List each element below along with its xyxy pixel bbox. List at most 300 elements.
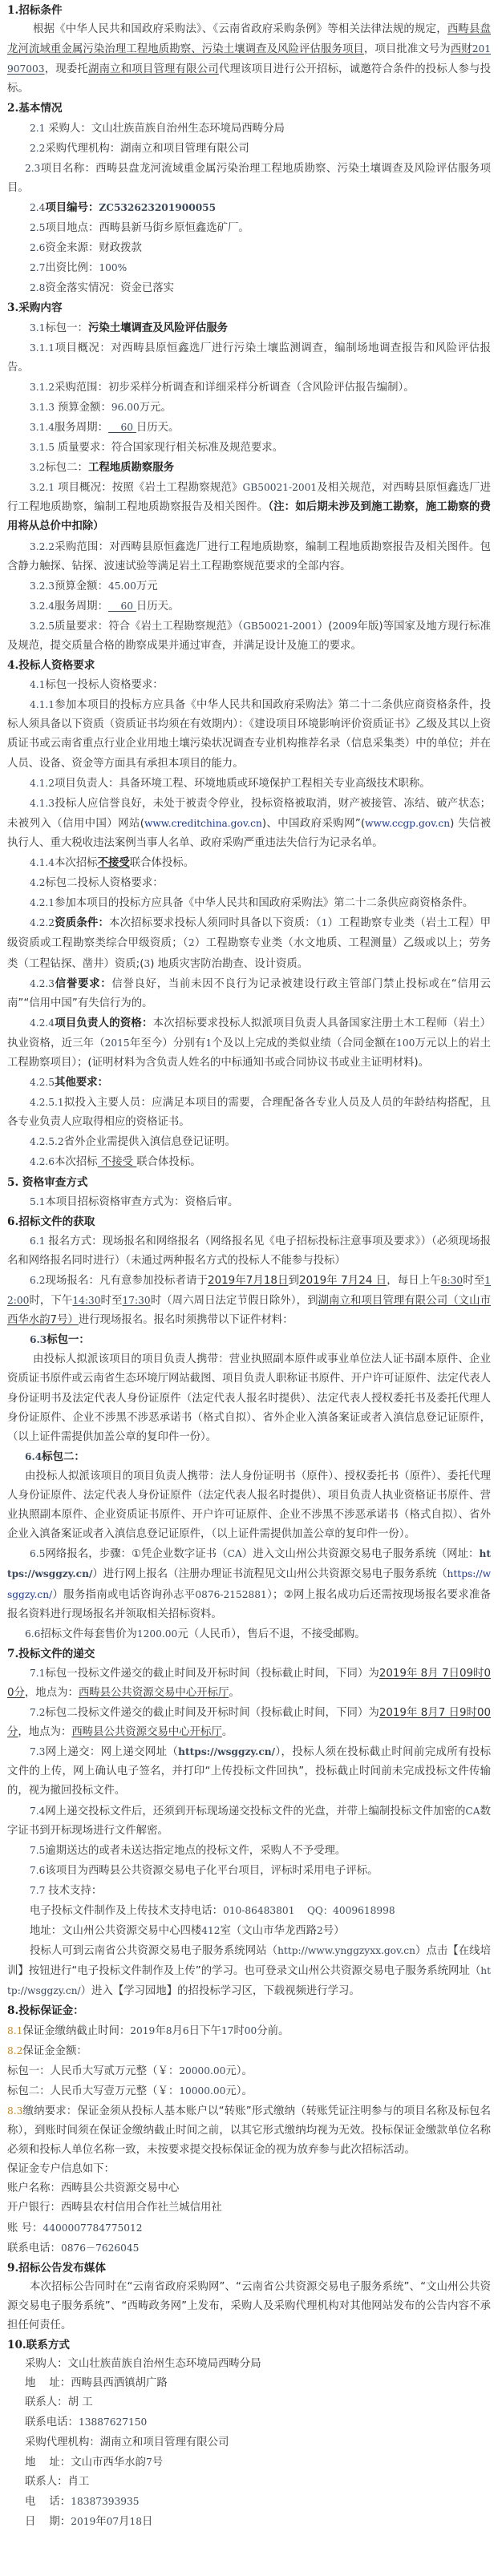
text-segment: ，地点为： — [18, 1726, 72, 1739]
text-segment: 6.3 — [30, 1334, 47, 1346]
text-segment: 项目编号： — [45, 201, 99, 214]
text-segment: ，项目批准文号为 — [363, 43, 451, 56]
text-segment: 3.1.1 — [30, 342, 55, 354]
text-segment: 参加本项目的投标方应具备《中华人民共和国政府采购法》第二十二条供应商资格条件，投标人须具备以下资质（资质证书均须在有效期内）：《建设项目环境影响评价资质证书》乙级及其以上资质证书或云南省重点行业企业用地土壤污染状况调查专业机构推荐名录（信息采集类）中的单位；并在人员、设备、资金等方面具有承担本项目的能力。 — [7, 699, 491, 770]
underlined-text: 14:30 — [72, 1295, 101, 1307]
text-segment: 号 — [152, 2456, 164, 2469]
text-segment: 地址：文山州公共资源交易中心四楼 — [30, 1925, 202, 1938]
paragraph — [7, 2492, 491, 2512]
text-segment: 4.1.1 — [30, 699, 55, 711]
text-segment: 3.2.2 — [30, 540, 55, 552]
text-segment: 联系电话： — [25, 2416, 79, 2429]
text-segment: 2019 — [130, 2024, 156, 2036]
text-segment: 18 — [129, 2515, 143, 2527]
text-segment: 年 — [95, 2515, 107, 2528]
paragraph — [7, 2021, 491, 2041]
text-segment: 本次招标要求投标人拟派项目负责人具备国家注册土木工程师（岩土）执业资格，近三年（ — [7, 1017, 492, 1049]
text-segment: 4.2.5.1 — [30, 1097, 64, 1109]
paragraph — [7, 2061, 491, 2081]
text-segment: 电 话： — [25, 2495, 71, 2508]
underlined-text: 2019年 8月7 日9时00分 — [7, 1707, 491, 1739]
section-heading: 3.采购内容 — [7, 301, 63, 315]
section-heading: 5. 资格审查方式 — [7, 1175, 88, 1189]
text-segment: 账 号： — [7, 2222, 43, 2234]
text-segment: 保证金专户信息如下： — [7, 2163, 115, 2176]
text-segment: 省外企业需提供入滇信息登记证明。 — [63, 1136, 236, 1149]
paragraph — [7, 1152, 491, 1172]
text-segment: 号） — [322, 1925, 345, 1938]
paragraph — [7, 2393, 491, 2412]
text-segment: 8.2 — [7, 2044, 23, 2056]
paragraph — [7, 2081, 491, 2101]
text-segment: ）进入【学习园地】的招投标学习区，下载视频进行学习。 — [80, 1985, 360, 1998]
text-segment: 2.7 — [30, 262, 46, 274]
text-segment: 根据《中华人民共和国政府采购法》、《云南省政府采购条例》等相关法律法规的规定， — [33, 23, 447, 36]
text-segment: 5.1 — [30, 1195, 46, 1207]
paragraph — [7, 2374, 491, 2393]
text-segment: 电子投标文件制作及上传技术支持电话： — [30, 1905, 224, 1917]
text-segment: 出资比例： — [45, 262, 99, 275]
text-segment: 其他要求： — [55, 1077, 108, 1090]
text-segment: 联系人：胡 工 — [25, 2396, 93, 2409]
text-segment: 项目名称：西畴县盘龙河流域重金属污染治理工程地质勘察、污染土壤调查及风险评估服务项目。 — [7, 162, 491, 194]
text-segment: ，现委托 — [44, 63, 89, 76]
text-segment: （注：如后期未涉及到施工勘察，施工勘察的费用将从总价中扣除） — [7, 501, 491, 533]
text-segment: 4.2.3 — [30, 977, 55, 989]
paragraph — [7, 893, 491, 913]
text-segment: 4.2.6 — [30, 1156, 55, 1168]
paragraph — [7, 2278, 491, 2335]
underlined-text: 不接受 — [97, 1156, 137, 1169]
paragraph — [7, 913, 491, 973]
underlined-text: 60 — [107, 421, 136, 433]
text-segment: 参加本项目的投标方应具备《中华人民共和国政府采购法》第二十二条供应商资格条件。 — [55, 897, 474, 910]
paragraph — [7, 159, 491, 198]
text-segment: 10000.00 — [179, 2085, 226, 2097]
text-segment: 96.00 — [111, 401, 140, 413]
text-segment: 3.1.5 — [30, 442, 58, 454]
text-segment: 月 — [172, 2024, 183, 2037]
text-segment: 保证金金额： — [22, 2044, 87, 2057]
text-segment: 4.2.5.2 — [30, 1136, 64, 1148]
text-segment: 项目负责人：具备环境工程、环境地质或环境保护工程相关专业高级技术职称。 — [55, 777, 431, 790]
text-segment: 4.1.4 — [30, 857, 55, 869]
underlined-text: 201907003 — [7, 43, 492, 75]
paragraph — [7, 774, 491, 794]
text-segment: 4.2.1 — [30, 897, 55, 909]
paragraph — [7, 119, 491, 139]
text-segment: 6 — [182, 2024, 189, 2036]
text-segment: ，每日上午 — [387, 1275, 441, 1287]
paragraph — [7, 1093, 491, 1132]
text-segment: 3.1.4 — [30, 421, 55, 433]
paragraph — [7, 675, 491, 695]
text-segment: 项目概况：对西畴县原恒鑫选厂进行污染土壤监测调查，编制场地调查报告和风险评估报告。 — [7, 342, 491, 374]
underlined-text: 西畴县盘龙河流域重金属污染治理工程地质勘察、污染土壤调查及风险评估服务项目 — [7, 23, 491, 56]
text-segment: 6.5 — [30, 1548, 46, 1560]
text-segment: 8.1 — [7, 2024, 23, 2036]
text-segment: 日 — [142, 2515, 153, 2528]
text-segment: 4.2.2 — [30, 917, 55, 929]
paragraph — [7, 853, 491, 873]
paragraph — [7, 2512, 491, 2532]
text-segment: )、中国政府采购网”( — [261, 817, 366, 830]
text-segment: 4.2.4 — [30, 1017, 55, 1029]
text-segment: 2009 — [332, 620, 358, 632]
paragraph — [7, 338, 491, 378]
text-segment: 00 — [244, 2024, 257, 2036]
text-segment: 时 — [233, 2024, 245, 2037]
paragraph — [7, 378, 491, 398]
text-segment: 报名方式：现场报名和网络报名（网络报名见《电子招标投标注意事项及要求》）（必须现场报名和网络报名同时进行）（未通过两种报名方式的投标人不能参与投标） — [7, 1235, 491, 1267]
section-1 — [7, 1, 491, 99]
text-segment: 万元。 — [139, 401, 172, 414]
text-segment: 标包一： — [45, 321, 88, 334]
paragraph — [7, 2179, 491, 2198]
text-segment: 进行现场报名。报名时须携带以下证件材料： — [78, 1314, 294, 1327]
text-segment: 日历天。 — [136, 600, 180, 613]
text-segment: 0876－7626045 — [60, 2242, 140, 2254]
paragraph — [7, 2160, 491, 2179]
text-segment: 。 — [221, 1726, 233, 1739]
text-segment: 预算金额： — [55, 580, 108, 592]
text-segment: 万元以上的岩土工程勘察项目）；(证明材料为含负责人姓名的中标通知书或合同协议书或业主证明材料)。 — [7, 1037, 492, 1069]
section-heading: 7.投标文件的递交 — [7, 1647, 95, 1660]
text-segment: 污染土壤调查及风险评估服务 — [87, 321, 229, 334]
text-segment: 信誉良好，当前未因不良行为记录被建设行政主管部门禁止投标或在“信用云南”“信用中国”有失信行为的。 — [7, 977, 492, 1009]
text-segment: 45.00 — [107, 580, 136, 592]
text-segment: 项目概况：按照《岩土工程勘察规范》 — [58, 482, 243, 495]
paragraph — [7, 2453, 491, 2473]
text-segment: 本次招标 — [55, 857, 98, 870]
url-link[interactable]: www.ccgp.gov.cn — [365, 817, 451, 829]
text-segment: 100% — [99, 262, 128, 274]
section-4 — [7, 656, 491, 1172]
text-segment: 标包二投标人资格要求： — [45, 877, 164, 890]
paragraph — [7, 139, 491, 159]
text-segment: 7.3 — [30, 1746, 46, 1758]
text-segment: 个及以上完成的类似业绩（合同金额在 — [212, 1037, 397, 1049]
underlined-text: 西畴县公共资源交易中心开标厅 — [78, 1686, 229, 1699]
text-segment: 4.1.2 — [30, 777, 55, 789]
text-segment: 标包二投标文件递交的截止时间及开标时间（投标截止时间，下同）为 — [45, 1707, 379, 1720]
text-segment: ) 地质灾害防治勘查、设计资质。 — [150, 957, 309, 970]
paragraph — [7, 398, 491, 418]
paragraph — [7, 1802, 491, 1841]
text-segment: ，地点为： — [24, 1686, 79, 1699]
text-segment: 标包一： — [47, 1334, 90, 1347]
paragraph — [7, 695, 491, 773]
text-segment: 年 — [155, 2024, 166, 2037]
underlined-text: 不接受 — [97, 857, 130, 870]
paragraph — [7, 537, 491, 576]
text-segment: 代理该项目进行公开招标，诚邀符合条件的投标人参与投标。 — [7, 63, 492, 95]
text-segment: 技术支持： — [48, 1884, 103, 1897]
text-segment: CA — [465, 1805, 480, 1817]
text-segment: 联系人：肖工 — [25, 2475, 90, 2488]
underlined-text: 17:30 — [122, 1295, 151, 1307]
url-link[interactable]: https://wsggzy.cn/ — [178, 1746, 276, 1758]
text-segment: 7.4 — [30, 1805, 46, 1817]
paragraph — [7, 1742, 491, 1801]
text-segment: 7.7 — [30, 1884, 49, 1896]
paragraph — [7, 1231, 491, 1271]
underlined-text: 湖南立和项目管理有限公司 — [88, 63, 219, 76]
paragraph — [7, 258, 491, 278]
paragraph — [7, 2218, 491, 2238]
text-segment: 由投标人拟派该项目的项目负责人携带：营业执照副本原件或事业单位法人证书副本原件、企业资质证书原件或云南省生态环境厅网站截图、项目负责人职称证书原件、开户许可证原件、法定代表人身份证明书及法定代表人身份证原件（法定代表人报名时提供）、法定代表人授权委托书及委托代理人身份证原件、企业不涉黑不涉恶承诺书（格式自拟）、省外企业入滇备案证或者入滇信息登记证原件，（以上证件需提供加盖公章的复印件一份）。 — [7, 1353, 491, 1443]
text-segment: 采购人：文山壮族苗族自治州生态环境局西畴分局 — [48, 122, 285, 135]
text-segment: 年至今）分别有 — [129, 1037, 206, 1049]
section-heading: 6.招标文件的获取 — [7, 1215, 95, 1228]
text-segment: 元）。 — [225, 2085, 253, 2097]
text-segment: 2.6 — [30, 242, 46, 254]
underlined-text: 60 — [107, 600, 136, 612]
text-segment: 20000.00 — [179, 2064, 226, 2077]
text-segment: ）( — [317, 620, 333, 633]
text-segment: 开户银行：西畴县农村信用合作社兰城信用社 — [7, 2202, 222, 2214]
paragraph — [7, 2433, 491, 2453]
text-segment: 100 — [396, 1037, 415, 1049]
text-segment: ），投标人须在投标截止时间前完成所有投标文件的上传，网上确认电子签名，并打印“上传投标文件回执”，投标截止时间前未完成投标文件传输的，视为撤回投标文件。 — [7, 1746, 491, 1798]
text-segment: 7 — [145, 2456, 152, 2468]
text-segment: 采购代理机构：湖南立和项目管理有限公司 — [25, 2436, 229, 2449]
text-segment: 地 址：西畴县西洒镇胡广路 — [25, 2377, 168, 2390]
section-2 — [7, 99, 491, 298]
paragraph — [7, 478, 491, 536]
text-segment: 3.1.2 — [30, 381, 55, 393]
text-segment: 2.2 — [30, 142, 46, 154]
text-segment: 地 址：文山市西华水韵 — [25, 2456, 146, 2469]
text-segment: 3.1.3 — [30, 401, 58, 413]
paragraph — [7, 1271, 491, 1330]
text-segment: ）；②网上报名成功后还需按现场报名要求准备报名资料进行现场报名并领取相关招标资料。 — [7, 1588, 491, 1620]
text-segment: 服务周期： — [55, 421, 108, 434]
text-segment: 采购人：文山壮族苗族自治州生态环境局西畴分局 — [25, 2358, 261, 2371]
text-segment: 工程地质勘察服务 — [87, 462, 175, 475]
text-segment: GB50021-2001 — [242, 482, 318, 494]
paragraph — [7, 1330, 491, 1350]
text-segment: 2.1 — [30, 122, 49, 134]
text-segment: ）服务指南或电话咨询孙志平 — [52, 1588, 196, 1601]
text-segment: 6.6 — [25, 1628, 41, 1640]
text-segment: 3.2 — [30, 462, 46, 474]
paragraph — [7, 438, 491, 458]
paragraph — [7, 1941, 491, 2001]
paragraph — [7, 617, 491, 656]
text-segment: 项目地点：西畴县新马街乡原恒鑫选矿厂。 — [45, 222, 249, 235]
text-segment: 该项目为西畴县公共资源交易电子化平台项目，评标时采用电子评标。 — [45, 1864, 379, 1877]
paragraph — [7, 1350, 491, 1446]
text-segment: 资质条件： — [55, 917, 110, 930]
text-segment: 6.4 — [25, 1450, 43, 1462]
text-segment: 时（周六周日法定节假日除外），到 — [150, 1295, 318, 1308]
text-segment: 网络报名，步骤：①凭企业数字证书（ — [45, 1548, 228, 1561]
text-segment: 本次招标 — [55, 1156, 98, 1169]
text-segment: 本项目招标资格审查方式为：资格后审。 — [45, 1195, 239, 1208]
paragraph — [7, 1841, 491, 1861]
text-segment: 分前。 — [257, 2024, 289, 2037]
paragraph — [7, 1073, 491, 1093]
text-segment: 资金落实情况：资金已落实 — [45, 282, 175, 295]
paragraph — [7, 218, 491, 238]
text-segment: 由投标人拟派该项目的项目负责人携带：法人身份证明书（原件）、授权委托书（原件）、委托代理人身份证原件、法定代表人身份证原件（法定代表人报名时提供）、项目负责人执业资格证书原件、营业执照副本原件、企业资质证书原件、开户许可证原件、企业不涉黑不涉恶承诺书（格式自拟）、省外企业入滇备案证或者入滇信息登记证原件，（以上证件需提供加盖公章的复印件一份）。 — [7, 1470, 491, 1541]
paragraph — [7, 2198, 491, 2218]
paragraph — [7, 318, 491, 338]
url-link[interactable]: www.creditchina.gov.cn — [144, 817, 262, 829]
text-segment: 4400007784775012 — [43, 2222, 143, 2234]
paragraph — [7, 1664, 491, 1703]
text-segment: 投标人应信誉良好，未处于被责令停业，投标资格被取消，财产被接管、冻结、破产状态；未被列入（信用中国）网站( — [7, 797, 491, 830]
paragraph — [7, 1447, 491, 1467]
text-segment: 17 — [221, 2024, 234, 2036]
text-segment: 标包一投标文件递交的截止时间及开标时间（投标截止时间，下同）为 — [45, 1667, 379, 1680]
text-segment: ）进入文山州公共资源交易电子服务系统（网址： — [241, 1548, 480, 1561]
paragraph — [7, 1881, 491, 1901]
paragraph — [7, 20, 491, 99]
text-segment: 时至 — [100, 1295, 123, 1308]
underlined-text: 湖南立和项目管理有限公司（文山市西华水韵7号） — [7, 1295, 492, 1327]
text-segment: ) 失信被执行人、重大税收违法案例当事人名单、政府采购严重违法失信行为记录名单。 — [7, 817, 491, 849]
text-segment: 拟投入主要人员：应满足本项目的需要，合理配备各专业人员及人员的年龄结构搭配，且各专业负责人应取得相应的资格证书。 — [7, 1097, 491, 1129]
underlined-text: 2019年7月18日 — [208, 1275, 289, 1287]
text-segment: 日 期： — [25, 2515, 71, 2528]
section-6 — [7, 1212, 491, 1644]
text-segment: 招标文件每套售价为 — [40, 1628, 137, 1640]
text-segment: 元）。 — [225, 2064, 253, 2077]
text-segment: 及相关规范，对西畴县原恒鑫选厂进行工程地质勘察，编制工程地质勘察报告及相关图件。 — [7, 482, 492, 514]
paragraph — [7, 1624, 491, 1644]
url-link[interactable]: https://wsggzy.cn/ — [7, 1568, 491, 1600]
text-segment: 标包二： — [45, 462, 88, 475]
paragraph — [7, 576, 491, 596]
paragraph — [7, 2412, 491, 2432]
text-segment: 现场报名：凡有意参加投标者请于 — [45, 1275, 209, 1287]
section-9 — [7, 2259, 491, 2335]
text-segment: 本次招标公告同时在“云南省政府采购网”、“云南省公共资源交易电子服务系统”、“文山州公共资源交易电子服务系统”、“西畴政务网”上发布，采购人及采购代理机构对其他网站发布的公告内容不承担任何责任。 — [7, 2280, 491, 2331]
text-segment: 年版)等国家及地方现行标准及规范，提交质量合格的勘察成果并通过审查，并满足设计及施工的要求。 — [7, 620, 491, 652]
text-segment: 18387393935 — [71, 2495, 140, 2507]
paragraph — [7, 1132, 491, 1152]
text-segment: 网上递交投标文件后，还须到开标现场递交投标文件的光盘，并带上编制投标文件加密的 — [45, 1805, 466, 1818]
paragraph — [7, 794, 491, 853]
paragraph — [7, 1544, 491, 1624]
section-7 — [7, 1644, 491, 2002]
underlined-text: 8:30 — [440, 1275, 464, 1286]
section-heading: 2.基本情况 — [7, 102, 63, 115]
text-segment: 月 — [119, 2515, 130, 2528]
section-3 — [7, 298, 491, 656]
text-segment: 6.1 — [30, 1235, 49, 1247]
text-segment: 联合体投标。 — [136, 1156, 201, 1169]
url-link[interactable]: http://wsggzy.cn/ — [7, 1965, 491, 1997]
text-segment: 4.1 — [30, 679, 46, 691]
text-segment: 保证金缴纳截止时间： — [22, 2024, 131, 2037]
text-segment: 信誉要求： — [55, 977, 112, 990]
section-heading: 8.投标保证金： — [7, 2004, 84, 2018]
text-segment: 服务周期： — [55, 600, 108, 613]
text-segment: 6.2 — [30, 1275, 46, 1286]
text-segment: 标包二： — [42, 1450, 85, 1463]
text-segment: 时，下午 — [29, 1295, 73, 1308]
text-segment: 质量要求：符合《岩土工程勘察规范》（ — [55, 620, 244, 633]
text-segment: 2 — [317, 1925, 323, 1937]
url-link[interactable]: https://wsggzy.cn/ — [7, 1548, 491, 1580]
paragraph — [7, 198, 491, 218]
text-segment: 采购代理机构：湖南立和项目管理有限公司 — [45, 142, 249, 155]
paragraph — [7, 2355, 491, 2374]
text-segment: ）进行网上报名（注册办理证书流程见文山州公共资源交易电子服务系统（ — [92, 1568, 447, 1581]
text-segment: 7.2 — [30, 1707, 46, 1719]
text-segment: 2.5 — [30, 222, 46, 234]
paragraph — [7, 1901, 491, 1921]
text-segment: 4.2.5 — [30, 1077, 55, 1089]
paragraph — [7, 2101, 491, 2160]
text-segment: 标包一：人民币大写贰万元整（￥： — [7, 2064, 180, 2077]
text-segment: 3.2.5 — [30, 620, 55, 632]
paragraph — [7, 2473, 491, 2492]
paragraph — [7, 2238, 491, 2259]
text-segment: 412 — [201, 1925, 221, 1937]
text-segment: ）工程勘察专业类（水文地质、工程测量）乙级或以上；劳务类（工程钻探、凿井）资质;( — [7, 937, 491, 970]
section-heading: 10.联系方式 — [7, 2339, 71, 2352]
text-segment: 采购范围：初步采样分析调查和详细采样分析调查（含风险评估报告编制）。 — [55, 381, 415, 394]
text-segment: 项目负责人的资格： — [55, 1017, 153, 1029]
text-segment: 采购范围：对西畴县原恒鑫选厂进行工程地质勘察，编制工程地质勘察报告及相关图件。包含静力触探、钻探、波速试验等满足岩土工程勘察规范要求的全部内容。 — [7, 540, 491, 572]
section-8 — [7, 2001, 491, 2258]
text-segment: 4.1.3 — [30, 797, 55, 809]
text-segment: 到 — [288, 1275, 300, 1287]
paragraph — [7, 2041, 491, 2061]
text-segment: 2019 — [71, 2515, 96, 2527]
section-heading: 1.招标条件 — [7, 4, 63, 17]
url-link[interactable]: http://www.ynggzyxx.gov.cn — [277, 1945, 415, 1957]
paragraph — [7, 278, 491, 298]
text-segment: 3.2.3 — [30, 580, 55, 592]
text-segment: 3 — [144, 957, 151, 969]
text-segment: 标包二：人民币大写壹万元整（￥： — [7, 2085, 180, 2097]
text-segment: 13887627150 — [78, 2416, 148, 2428]
paragraph — [7, 974, 491, 1013]
text-segment: 2015 — [104, 1037, 130, 1049]
text-segment: 2 — [188, 937, 195, 949]
text-segment: 预算金额： — [57, 401, 111, 414]
text-segment: 数字证书到开标现场进行文件解密。 — [7, 1805, 491, 1837]
section-5 — [7, 1173, 491, 1212]
text-segment: 逾期送达的或者未送达指定地点的投标文件，采购人不予受理。 — [45, 1844, 346, 1857]
paragraph — [7, 458, 491, 478]
text-segment: 1 — [205, 1037, 213, 1049]
text-segment: 7.6 — [30, 1864, 46, 1876]
text-segment: 账户名称：西畴县公共资源交易中心 — [7, 2182, 180, 2195]
text-segment: 1200.00 — [136, 1628, 178, 1640]
text-segment: GB50021-2001 — [243, 620, 318, 632]
paragraph — [7, 238, 491, 258]
section-heading: 4.投标人资格要求 — [7, 659, 95, 673]
text-segment: 3.2.1 — [30, 482, 59, 494]
text-segment: 联合体投标。 — [129, 857, 195, 870]
text-segment: 07 — [106, 2515, 119, 2527]
paragraph — [7, 1703, 491, 1742]
text-segment: 室（文山市华龙西路 — [220, 1925, 318, 1938]
paragraph — [7, 1861, 491, 1881]
text-segment: 8.3 — [7, 2105, 23, 2117]
underlined-text: 西财 — [450, 43, 472, 56]
paragraph — [7, 1467, 491, 1544]
text-segment: ZC532623201900055 — [99, 201, 217, 213]
text-segment: 缴纳要求：保证金须从投标人基本账户以“转账”形式缴纳（转账凭证注明参与的项目名称及标包名称），到账时间须在保证金缴纳截止时间之前，以其它形式缴纳均视为无效。投标保证金缴款单位名称必须和投标人单位名称一致，未按要求提交投标保证金的视为放弃参与此次招标活动。 — [7, 2105, 491, 2157]
text-segment: 网上递交：网上递交网址（ — [45, 1746, 179, 1759]
